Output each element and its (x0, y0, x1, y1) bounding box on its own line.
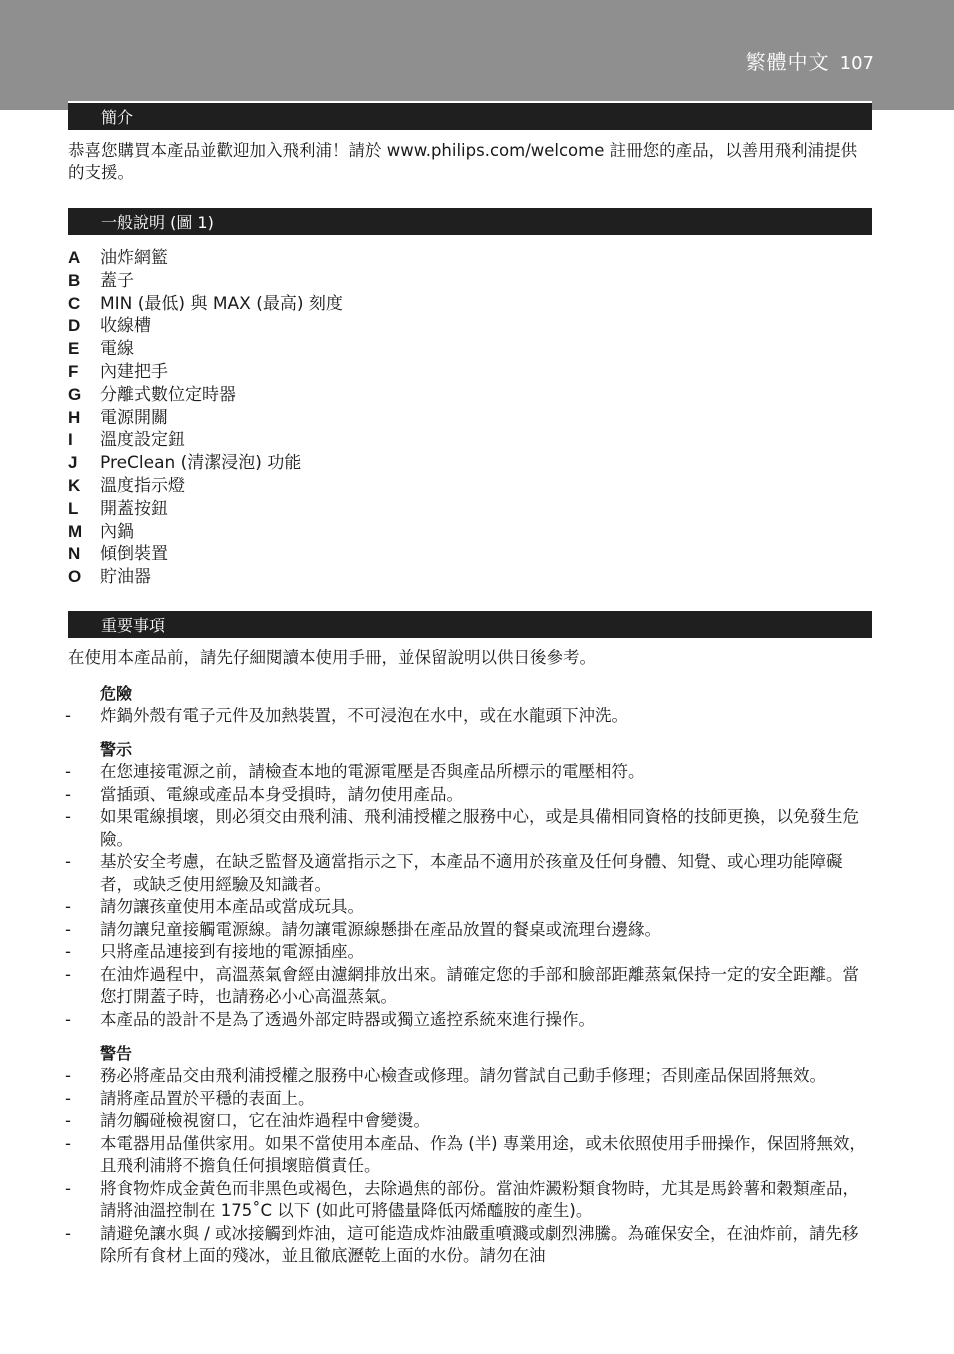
part-item (68, 315, 872, 338)
part-letter: I (68, 430, 73, 450)
part-label: 溫度設定鈕 (100, 430, 185, 451)
part-item (68, 475, 872, 498)
list-item-text: 在油炸過程中，高溫蒸氣會經由濾網排放出來。請確定您的手部和臉部距離蒸氣保持一定的安全距離。當您打開蓋子時，也請務必小心高溫蒸氣。 (100, 964, 859, 1007)
part-label: 內鍋 (100, 521, 134, 542)
list-item (65, 1178, 872, 1223)
list-item (65, 1009, 872, 1032)
part-label: MIN (最低) 與 MAX (最高) 刻度 (100, 293, 343, 314)
list-item (65, 941, 872, 964)
list-item-text: 將食物炸成金黃色而非黑色或褐色，去除過焦的部份。當油炸澱粉類食物時，尤其是馬鈴薯和穀類產品，請將油溫控制在 175˚C 以下 (如此可將儘量降低丙烯醯胺的產生)。 (100, 1178, 859, 1221)
list-item-text: 請勿讓兒童接觸電源線。請勿讓電源線懸掛在產品放置的餐桌或流理台邊緣。 (100, 919, 661, 939)
bullet-dash: - (65, 807, 71, 827)
section-title-general: 一般說明 (圖 1) (68, 206, 872, 235)
caution-list (65, 1065, 872, 1268)
list-item (65, 784, 872, 807)
part-letter: K (68, 475, 81, 495)
part-item (68, 247, 872, 270)
part-item (68, 293, 872, 316)
list-item-text: 在您連接電源之前，請檢查本地的電源電壓是否與產品所標示的電壓相符。 (100, 762, 645, 782)
important-lead: 在使用本產品前，請先仔細閱讀本使用手冊，並保留說明以供日後參考。 (68, 647, 596, 667)
part-item (68, 452, 872, 475)
section-title-important: 重要事項 (68, 609, 872, 638)
part-letter: O (68, 567, 82, 587)
list-item-text: 基於安全考慮，在缺乏監督及適當指示之下，本產品不適用於孩童及任何身體、知覺、或心理功能障礙者，或缺乏使用經驗及知識者。 (100, 852, 843, 894)
part-letter: G (68, 384, 82, 404)
part-item (68, 361, 872, 384)
warning-list (65, 761, 872, 1031)
list-item (65, 1223, 872, 1268)
bullet-dash: - (65, 942, 71, 962)
list-item (65, 896, 872, 919)
list-item-text: 本電器用品僅供家用。如果不當使用本產品、作為 (半) 專業用途，或未依照使用手冊操作，保固將無效，且飛利浦將不擔負任何損壞賠償責任。 (100, 1133, 866, 1176)
list-item (65, 1065, 872, 1088)
part-label: 電線 (100, 339, 134, 360)
header-language: 繁體中文 (745, 50, 830, 74)
part-letter: A (68, 248, 81, 267)
part-label: PreClean (清潔浸泡) 功能 (100, 453, 302, 474)
part-label: 開蓋按鈕 (100, 498, 168, 519)
part-item (68, 384, 872, 407)
part-letter: L (68, 498, 79, 518)
list-item-text: 只將產品連接到有接地的電源插座。 (100, 942, 364, 962)
list-item (65, 1110, 872, 1133)
list-item-text: 請避免讓水與 / 或冰接觸到炸油，這可能造成炸油嚴重噴濺或劇烈沸騰。為確保安全，在油炸前，請先移除所有食材上面的殘冰，並且徹底瀝乾上面的水份。請勿在油 (100, 1223, 859, 1266)
list-item (65, 919, 872, 942)
page-content (65, 101, 872, 1268)
bullet-dash: - (65, 1178, 71, 1198)
bullet-dash: - (65, 897, 71, 917)
part-item (68, 429, 872, 452)
part-item (68, 498, 872, 521)
part-label: 貯油器 (100, 567, 151, 588)
part-item (68, 566, 872, 589)
part-letter: H (68, 407, 81, 427)
list-item-text: 請勿觸碰檢視窗口，它在油炸過程中會變燙。 (100, 1111, 430, 1131)
danger-heading: 危險 (100, 683, 133, 703)
parts-list (68, 247, 872, 589)
part-letter: F (68, 361, 79, 381)
page-header (746, 46, 874, 75)
part-item (68, 543, 872, 566)
list-item-text: 炸鍋外殼有電子元件及加熱裝置，不可浸泡在水中，或在水龍頭下沖洗。 (100, 705, 628, 725)
intro-text: 恭喜您購買本產品並歡迎加入飛利浦！請於 www.philips.com/welcome 註冊您的產品，以善用飛利浦提供的支援。 (68, 141, 858, 182)
list-item (65, 806, 872, 851)
list-item (65, 705, 872, 728)
part-label: 內建把手 (100, 361, 168, 382)
list-item-text: 當插頭、電線或產品本身受損時，請勿使用產品。 (100, 784, 463, 804)
page-number: 107 (839, 53, 874, 74)
list-item (65, 1133, 872, 1178)
list-item (65, 1088, 872, 1111)
list-item-text: 請將產品置於平穩的表面上。 (100, 1088, 315, 1108)
danger-list (65, 705, 872, 728)
part-letter: E (68, 339, 80, 359)
bullet-dash: - (65, 852, 71, 872)
warning-heading: 警示 (100, 740, 133, 760)
bullet-dash: - (65, 1223, 71, 1243)
list-item (65, 964, 872, 1009)
list-item-text: 務必將產品交由飛利浦授權之服務中心檢查或修理。請勿嘗試自己動手修理；否則產品保固將無效。 (100, 1066, 826, 1086)
part-label: 傾倒裝置 (100, 544, 168, 565)
bullet-dash: - (65, 964, 71, 984)
part-label: 電源開關 (100, 407, 168, 428)
part-letter: J (68, 453, 78, 473)
part-letter: C (68, 293, 81, 313)
part-label: 油炸網籃 (100, 248, 168, 268)
bullet-dash: - (65, 1088, 71, 1108)
part-label: 收線槽 (100, 316, 151, 337)
bullet-dash: - (65, 762, 71, 782)
part-item (68, 407, 872, 430)
bullet-dash: - (65, 1133, 71, 1153)
caution-heading: 警告 (100, 1044, 133, 1064)
part-letter: B (68, 270, 81, 290)
part-letter: D (68, 316, 81, 336)
bullet-dash: - (65, 705, 71, 725)
list-item (65, 761, 872, 784)
list-item (65, 851, 872, 896)
part-item (68, 270, 872, 293)
part-label: 溫度指示燈 (100, 475, 185, 496)
list-item-text: 如果電線損壞，則必須交由飛利浦、飛利浦授權之服務中心，或是具備相同資格的技師更換，以免發生危險。 (100, 807, 859, 849)
bullet-dash: - (65, 1009, 71, 1029)
part-letter: M (68, 521, 83, 541)
bullet-dash: - (65, 919, 71, 939)
part-item (68, 338, 872, 361)
section-title-intro: 簡介 (68, 101, 872, 130)
bullet-dash: - (65, 784, 71, 804)
part-item (68, 521, 872, 544)
list-item-text: 請勿讓孩童使用本產品或當成玩具。 (100, 897, 364, 917)
bullet-dash: - (65, 1111, 71, 1131)
part-label: 蓋子 (100, 270, 134, 291)
part-label: 分離式數位定時器 (100, 384, 236, 405)
bullet-dash: - (65, 1066, 71, 1086)
part-letter: N (68, 544, 81, 564)
list-item-text: 本產品的設計不是為了透過外部定時器或獨立遙控系統來進行操作。 (100, 1009, 595, 1029)
